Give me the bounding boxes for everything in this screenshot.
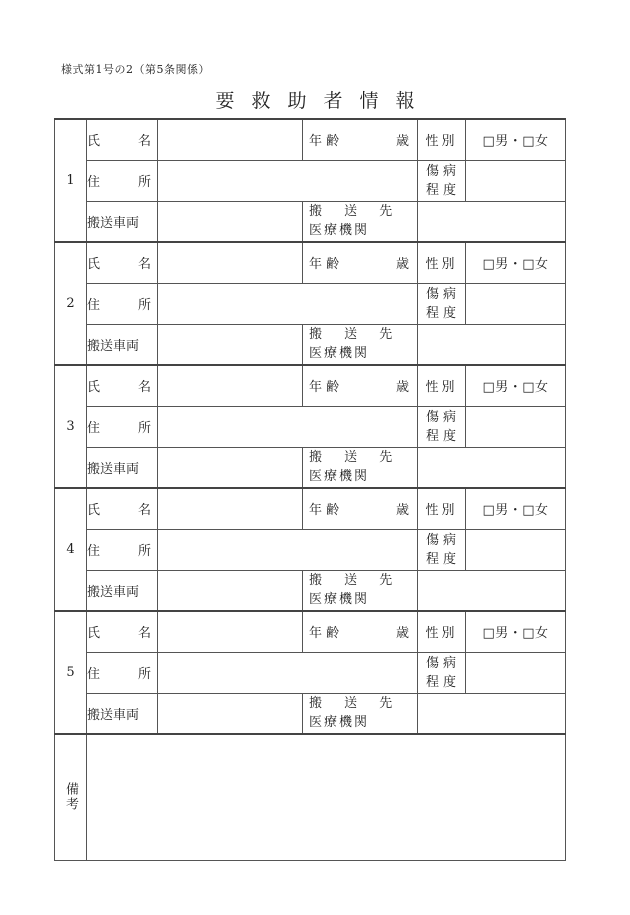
injury-field[interactable] [466, 406, 566, 447]
address-label [87, 652, 158, 693]
address-field[interactable] [158, 529, 418, 570]
hospital-field[interactable] [418, 201, 566, 242]
hospital-label [303, 570, 418, 611]
vehicle-field[interactable] [158, 693, 303, 734]
entry-number: 5 [55, 611, 87, 734]
injury-label-line2: 程度 [426, 674, 461, 690]
person-4-transport-row [55, 570, 566, 611]
person-3-name-row [55, 365, 566, 406]
address-label-a: 住 [87, 175, 101, 190]
injury-label [418, 160, 466, 201]
age-unit: 歳 [395, 380, 409, 396]
vehicle-label: 搬送車両 [87, 201, 158, 242]
person-3-address-row [55, 406, 566, 447]
gender-checkboxes[interactable]: □男・□女 [466, 488, 566, 529]
hospital-label-line2: 医療機関 [309, 223, 370, 239]
address-label-a: 住 [87, 667, 101, 682]
address-label [87, 160, 158, 201]
remarks-row [55, 734, 566, 860]
name-field[interactable] [158, 119, 303, 160]
address-label-a: 住 [87, 298, 101, 313]
injury-label-line1: 傷病 [426, 163, 461, 179]
address-field[interactable] [158, 283, 418, 324]
name-field[interactable] [158, 611, 303, 652]
name-label-a: 氏 [87, 503, 101, 519]
injury-label-line1: 傷病 [426, 532, 461, 548]
form-title: 要救助者情報 [215, 90, 432, 112]
injury-label-line2: 程度 [426, 305, 461, 321]
name-label [87, 611, 158, 652]
vehicle-label: 搬送車両 [87, 570, 158, 611]
vehicle-label: 搬送車両 [87, 693, 158, 734]
remarks-field[interactable] [87, 734, 566, 860]
gender-checkboxes[interactable]: □男・□女 [466, 242, 566, 283]
age-label: 年 齢 [309, 257, 340, 273]
address-label-a: 住 [87, 544, 101, 559]
name-label-a: 氏 [87, 134, 101, 150]
name-label [87, 119, 158, 160]
hospital-label-line2: 医療機関 [309, 469, 370, 485]
person-5-name-row [55, 611, 566, 652]
address-field[interactable] [158, 406, 418, 447]
name-field[interactable] [158, 488, 303, 529]
injury-label-line2: 程度 [426, 551, 461, 567]
hospital-label-line1: 搬 送 先 [309, 573, 402, 589]
entry-number: 2 [55, 242, 87, 365]
age-label: 年 齢 [309, 134, 340, 150]
hospital-field[interactable] [418, 570, 566, 611]
person-5-transport-row [55, 693, 566, 734]
hospital-label-line2: 医療機関 [309, 715, 370, 731]
sex-label: 性別 [418, 611, 466, 652]
age-label: 年 齢 [309, 626, 340, 642]
hospital-label-line1: 搬 送 先 [309, 327, 402, 343]
hospital-label-line1: 搬 送 先 [309, 204, 402, 220]
address-field[interactable] [158, 652, 418, 693]
name-label [87, 365, 158, 406]
age-unit: 歳 [395, 134, 409, 150]
address-label-b: 所 [137, 544, 151, 559]
sex-label: 性別 [418, 488, 466, 529]
hospital-label [303, 201, 418, 242]
address-label-b: 所 [137, 175, 151, 190]
hospital-label [303, 324, 418, 365]
age-unit: 歳 [395, 257, 409, 273]
injury-field[interactable] [466, 160, 566, 201]
vehicle-field[interactable] [158, 570, 303, 611]
person-2-address-row [55, 283, 566, 324]
injury-label [418, 283, 466, 324]
age-label: 年 齢 [309, 503, 340, 519]
injury-label [418, 406, 466, 447]
address-label-b: 所 [137, 421, 151, 436]
age-unit: 歳 [395, 503, 409, 519]
vehicle-field[interactable] [158, 201, 303, 242]
age-field[interactable] [303, 365, 418, 406]
injury-field[interactable] [466, 529, 566, 570]
gender-checkboxes[interactable]: □男・□女 [466, 119, 566, 160]
name-label-b: 名 [137, 503, 151, 519]
age-field[interactable] [303, 488, 418, 529]
entry-number: 1 [55, 119, 87, 242]
vehicle-label: 搬送車両 [87, 447, 158, 488]
address-label-a: 住 [87, 421, 101, 436]
name-label [87, 242, 158, 283]
name-label-a: 氏 [87, 380, 101, 396]
remarks-label: 備考 [55, 734, 87, 860]
name-label-a: 氏 [87, 257, 101, 273]
name-label-b: 名 [137, 626, 151, 642]
person-4-name-row [55, 488, 566, 529]
address-label-b: 所 [137, 667, 151, 682]
name-label [87, 488, 158, 529]
rescue-info-table [54, 118, 566, 861]
sex-label: 性別 [418, 119, 466, 160]
hospital-label-line2: 医療機関 [309, 592, 370, 608]
form-number: 様式第1号の2（第5条関係） [61, 63, 210, 76]
injury-field[interactable] [466, 283, 566, 324]
hospital-label-line1: 搬 送 先 [309, 450, 402, 466]
hospital-field[interactable] [418, 693, 566, 734]
name-field[interactable] [158, 242, 303, 283]
person-1-name-row [55, 119, 566, 160]
entry-number: 4 [55, 488, 87, 611]
person-4-address-row [55, 529, 566, 570]
person-3-transport-row [55, 447, 566, 488]
name-label-b: 名 [137, 257, 151, 273]
hospital-label-line2: 医療機関 [309, 346, 370, 362]
hospital-field[interactable] [418, 447, 566, 488]
injury-label-line1: 傷病 [426, 286, 461, 302]
sex-label: 性別 [418, 365, 466, 406]
address-label [87, 283, 158, 324]
person-5-address-row [55, 652, 566, 693]
vehicle-field[interactable] [158, 447, 303, 488]
injury-field[interactable] [466, 652, 566, 693]
vehicle-label: 搬送車両 [87, 324, 158, 365]
hospital-label [303, 447, 418, 488]
injury-label-line2: 程度 [426, 182, 461, 198]
gender-checkboxes[interactable]: □男・□女 [466, 611, 566, 652]
age-unit: 歳 [395, 626, 409, 642]
vehicle-field[interactable] [158, 324, 303, 365]
age-label: 年 齢 [309, 380, 340, 396]
name-label-b: 名 [137, 134, 151, 150]
age-field[interactable] [303, 242, 418, 283]
name-label-a: 氏 [87, 626, 101, 642]
address-label [87, 529, 158, 570]
injury-label [418, 529, 466, 570]
address-label-b: 所 [137, 298, 151, 313]
name-field[interactable] [158, 365, 303, 406]
address-field[interactable] [158, 160, 418, 201]
injury-label-line1: 傷病 [426, 655, 461, 671]
entry-number: 3 [55, 365, 87, 488]
age-field[interactable] [303, 611, 418, 652]
person-1-transport-row [55, 201, 566, 242]
sex-label: 性別 [418, 242, 466, 283]
person-2-name-row [55, 242, 566, 283]
name-label-b: 名 [137, 380, 151, 396]
address-label [87, 406, 158, 447]
age-field[interactable] [303, 119, 418, 160]
injury-label-line1: 傷病 [426, 409, 461, 425]
injury-label-line2: 程度 [426, 428, 461, 444]
person-2-transport-row [55, 324, 566, 365]
hospital-label [303, 693, 418, 734]
gender-checkboxes[interactable]: □男・□女 [466, 365, 566, 406]
injury-label [418, 652, 466, 693]
hospital-label-line1: 搬 送 先 [309, 696, 402, 712]
person-1-address-row [55, 160, 566, 201]
hospital-field[interactable] [418, 324, 566, 365]
